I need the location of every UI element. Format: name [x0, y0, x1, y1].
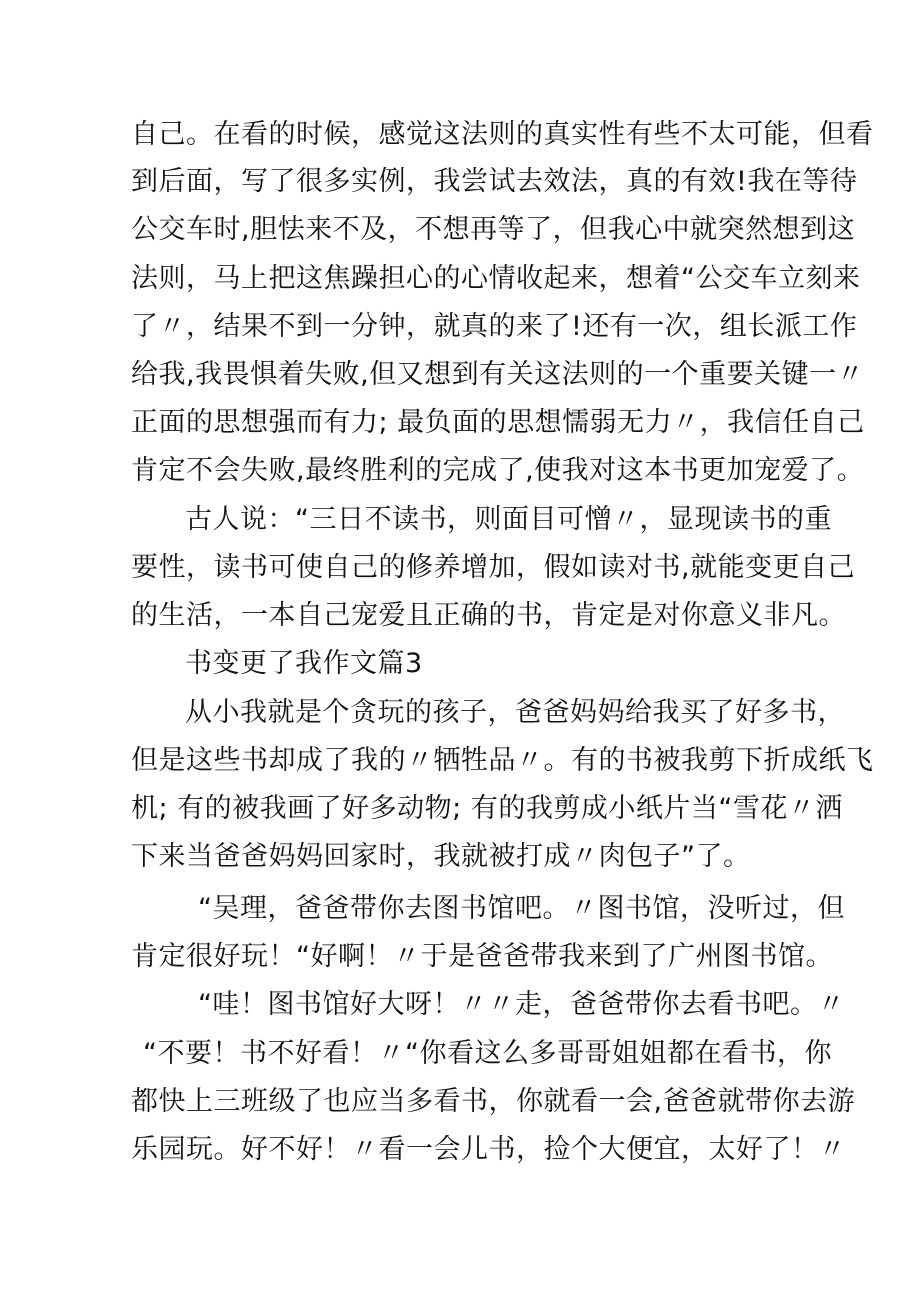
text-line: 下来当爸爸妈妈回家时，我就被打成〃肉包子”了。 — [131, 841, 751, 872]
text-line: 自己。在看的时候，感觉这法则的真实性有些不太可能，但看 — [131, 119, 874, 150]
paragraph-start-line: 古人说：“三日不读书，则面目可憎〃，显现读书的重 — [185, 504, 832, 535]
text-line: 的生活，一本自己宠爱且正确的书，肯定是对你意义非凡。 — [131, 600, 846, 631]
text-line: 肯定很好玩！“好啊！〃于是爸爸带我来到了广州图书馆。 — [131, 941, 833, 972]
paragraph-start-line: 从小我就是个贪玩的孩子，爸爸妈妈给我买了好多书， — [185, 697, 845, 728]
paragraph-start-line: “哇！图书馆好大呀！〃〃走，爸爸带你去看书吧。〃 — [198, 989, 845, 1020]
text-line: 都快上三班级了也应当多看书，你就看一会,爸爸就带你去游 — [131, 1086, 856, 1117]
text-line: “不要！书不好看！〃“你看这么多哥哥姐姐都在看书，你 — [143, 1038, 832, 1069]
text-line: 了〃，结果不到一分钟，就真的来了!还有一次，组长派工作 — [131, 311, 858, 342]
text-line: 到后面，写了很多实例，我尝试去效法，真的有效!我在等待 — [131, 166, 858, 197]
text-line: 正面的思想强而有力; 最负面的思想懦弱无力〃，我信任自己 — [131, 407, 865, 438]
text-line: 给我,我畏惧着失败,但又想到有关这法则的一个重要关键一〃 — [131, 359, 865, 390]
text-line: 但是这些书却成了我的〃牺牲品〃。有的书被我剪下折成纸飞 — [131, 745, 874, 776]
text-line: 肯定不会失败,最终胜利的完成了,使我对这本书更加宠爱了。 — [131, 455, 865, 486]
text-line: 法则，马上把这焦躁担心的心情收起来，想着“公交车立刻来 — [131, 263, 861, 294]
text-line: 要性，读书可使自己的修养增加，假如读对书,就能变更自己 — [131, 552, 856, 583]
paragraph-start-line: “吴理，爸爸带你去图书馆吧。〃图书馆，没听过，但 — [198, 893, 845, 924]
section-heading: 书变更了我作文篇3 — [185, 648, 423, 679]
text-line: 机; 有的被我画了好多动物; 有的我剪成小纸片当“雪花〃洒 — [131, 793, 843, 824]
text-line: 乐园玩。好不好！〃看一会儿书，捡个大便宜，太好了！〃 — [131, 1134, 846, 1165]
text-line: 公交车时,胆怯来不及，不想再等了，但我心中就突然想到这 — [131, 214, 856, 245]
